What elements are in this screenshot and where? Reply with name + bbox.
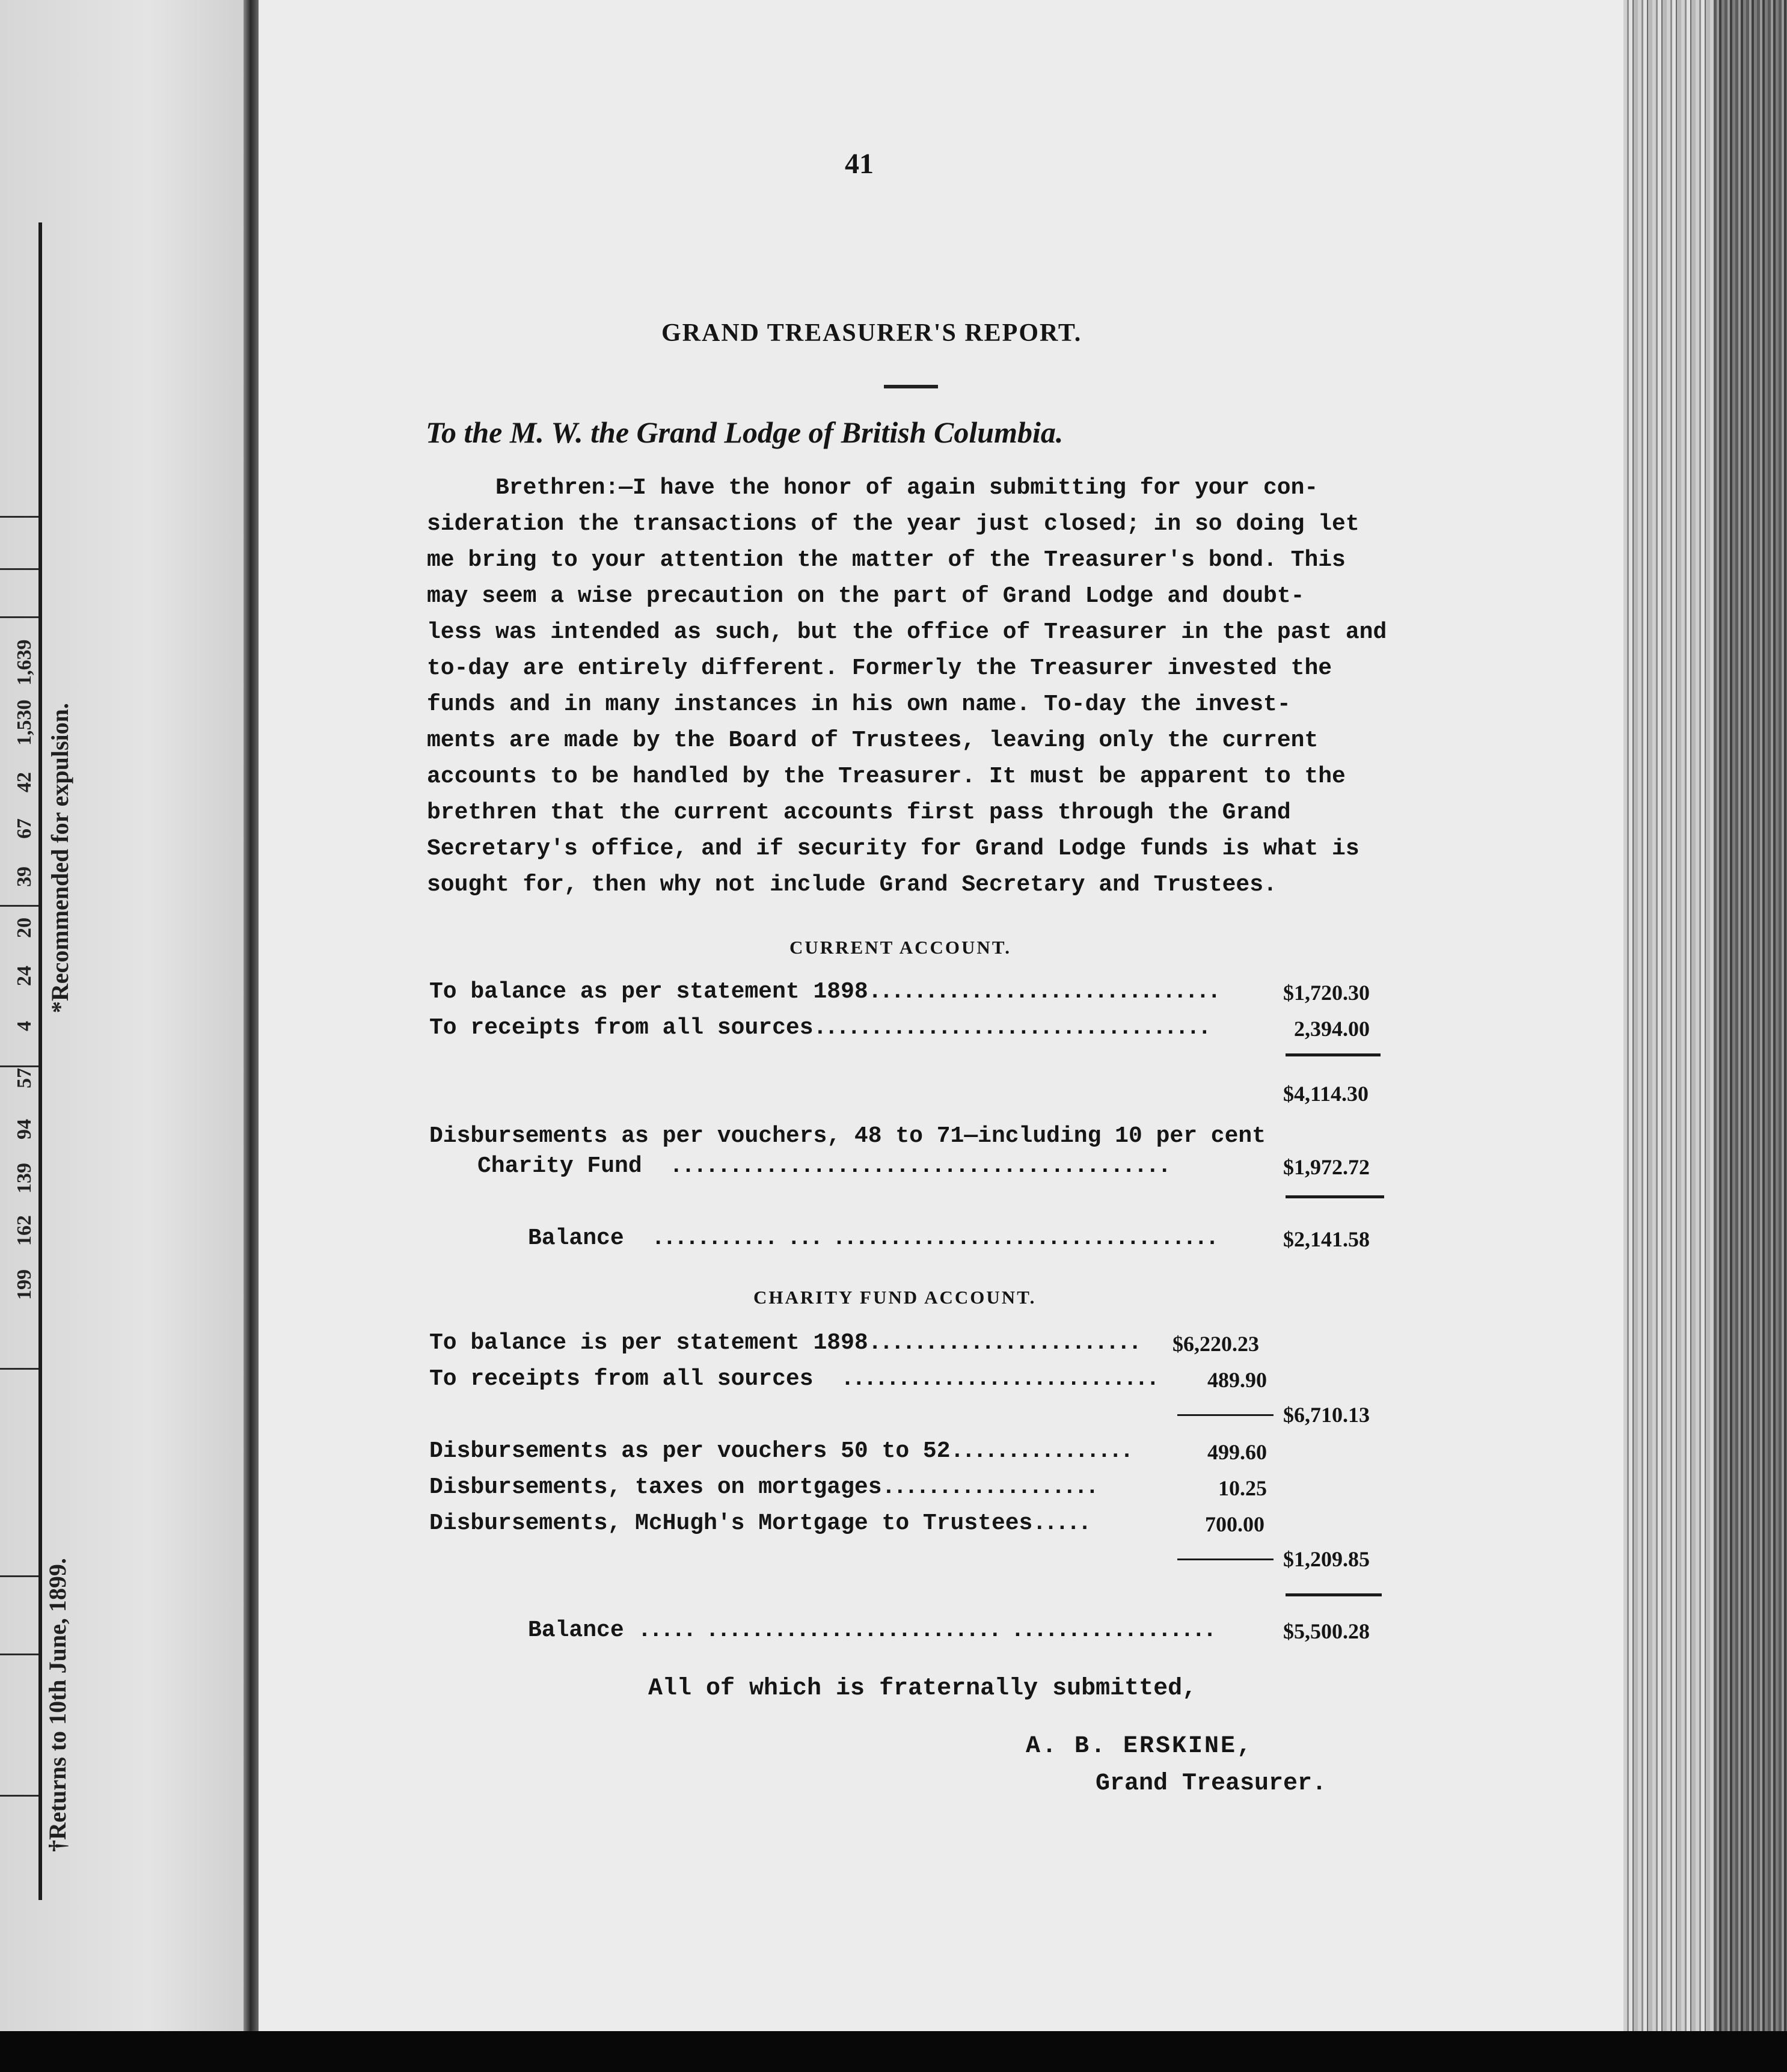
charity-account-heading: CHARITY FUND ACCOUNT. [753, 1287, 1037, 1308]
left-page-note-recommended: *Recommended for expulsion. [46, 703, 73, 1013]
left-page-row-rule [0, 616, 38, 618]
left-page-number: 67 [13, 818, 35, 839]
signature-title: Grand Treasurer. [1096, 1770, 1327, 1797]
left-page-number: 57 [13, 1068, 35, 1088]
charity-balance-rule [1286, 1593, 1382, 1596]
current-balance-amount: $1,720.30 [1283, 981, 1370, 1005]
charity-receipts-row [429, 1366, 1157, 1392]
current-balance-rule [1286, 1195, 1384, 1198]
charity-disb-total-amount: $1,209.85 [1283, 1547, 1370, 1571]
left-page-row-rule [0, 1065, 38, 1067]
left-page-number: 162 [13, 1215, 35, 1246]
body-line: to-day are entirely different. Formerly the Treasurer invested the [427, 655, 1332, 681]
left-page-number: 20 [13, 918, 35, 938]
charity-disb3-amount: 700.00 [1205, 1512, 1264, 1536]
charity-disb-total-rule [1177, 1559, 1274, 1560]
left-page-row-rule [0, 905, 38, 907]
book-gutter [244, 0, 259, 2072]
current-account-heading: CURRENT ACCOUNT. [789, 937, 1011, 958]
current-subtotal-amount: $4,114.30 [1283, 1082, 1369, 1106]
leader-dots: ..... .......................... .................. [637, 1617, 1215, 1643]
body-line: sought for, then why not include Grand Secretary and Trustees. [427, 872, 1277, 898]
salutation: To the M. W. the Grand Lodge of British Columbia. [426, 415, 1064, 449]
current-final-balance-row [528, 1225, 1216, 1251]
left-page [0, 0, 247, 2072]
body-line: may seem a wise precaution on the part of Grand Lodge and doubt- [427, 583, 1305, 609]
charity-disb1-label: Disbursements as per vouchers 50 to 52 [429, 1438, 951, 1464]
current-disbursements-label: Charity Fund [477, 1153, 642, 1179]
left-page-note-returns: †Returns to 10th June, 1899. [44, 1558, 71, 1852]
left-page-number: 4 [13, 1021, 35, 1031]
current-receipts-label: To receipts from all sources [429, 1015, 814, 1041]
charity-disb2-amount: 10.25 [1218, 1476, 1267, 1500]
current-disbursements-row [477, 1153, 1169, 1179]
charity-receipts-label: To receipts from all sources [429, 1366, 814, 1392]
body-line: Brethren:—I have the honor of again submitting for your con- [495, 475, 1319, 501]
current-receipts-amount: 2,394.00 [1294, 1017, 1370, 1041]
leader-dots: ................................... [813, 1015, 1209, 1041]
current-disbursements-line1: Disbursements as per vouchers, 48 to 71—including 10 per cent [429, 1123, 1266, 1149]
left-page-row-rule [0, 1654, 38, 1655]
left-page-number: 1,530 [13, 699, 35, 746]
leader-dots: ............................ [841, 1366, 1157, 1392]
body-line: sideration the transactions of the year just closed; in so doing let [427, 511, 1359, 537]
book-fore-edge [1623, 0, 1787, 2072]
current-subtotal-rule [1286, 1053, 1381, 1056]
left-page-row-rule [0, 568, 38, 570]
charity-final-balance-amount: $5,500.28 [1283, 1619, 1370, 1643]
left-page-row-rule [0, 1795, 38, 1797]
charity-balance-amount: $6,220.23 [1172, 1332, 1259, 1356]
left-page-number: 199 [13, 1269, 35, 1300]
charity-disb3-row [429, 1510, 1089, 1536]
left-page-number: 39 [13, 866, 35, 887]
left-page-border [38, 222, 42, 1900]
charity-balance-row [429, 1330, 1139, 1356]
current-balance-label: To balance as per statement 1898 [429, 979, 868, 1005]
body-line: funds and in many instances in his own name. To-day the invest- [427, 691, 1291, 717]
charity-receipts-amount: 489.90 [1207, 1368, 1267, 1392]
charity-final-balance-row [528, 1617, 1214, 1643]
leader-dots: ........... ... .................................. [651, 1225, 1217, 1251]
closing-line: All of which is fraternally submitted, [648, 1675, 1197, 1702]
title-divider [884, 385, 938, 388]
leader-dots: ........................ [868, 1330, 1140, 1356]
current-final-balance-label: Balance [528, 1225, 624, 1251]
charity-subtotal-rule [1177, 1414, 1274, 1416]
charity-subtotal-amount: $6,710.13 [1283, 1403, 1370, 1427]
charity-disb3-label: Disbursements, McHugh's Mortgage to Trustees [429, 1510, 1033, 1536]
charity-disb2-row [429, 1474, 1097, 1500]
charity-balance-label: To balance is per statement 1898 [429, 1330, 868, 1356]
current-receipts-row [429, 1015, 1209, 1041]
leader-dots: ............................... [868, 979, 1219, 1005]
left-page-number: 94 [13, 1119, 35, 1139]
left-page-row-rule [0, 516, 38, 518]
leader-dots: ................ [950, 1438, 1132, 1464]
charity-disb2-label: Disbursements, taxes on mortgages [429, 1474, 882, 1500]
leader-dots: .......................................... [669, 1153, 1170, 1179]
left-page-row-rule [0, 1368, 38, 1370]
body-line: me bring to your attention the matter of the Treasurer's bond. This [427, 547, 1346, 573]
charity-final-balance-label: Balance [528, 1617, 624, 1643]
body-line: accounts to be handled by the Treasurer. It must be apparent to the [427, 764, 1346, 789]
left-page-row-rule [0, 1575, 38, 1577]
page-number: 41 [845, 148, 874, 180]
left-page-number: 1,639 [13, 639, 35, 685]
left-page-number: 139 [13, 1163, 35, 1194]
current-balance-row [429, 979, 1219, 1005]
scan-bottom-edge [0, 2031, 1787, 2072]
body-line: less was intended as such, but the office of Treasurer in the past and [427, 619, 1387, 645]
body-line: brethren that the current accounts first pass through the Grand [427, 800, 1291, 826]
signature-name: A. B. ERSKINE, [1026, 1733, 1254, 1760]
leader-dots: ................... [881, 1474, 1097, 1500]
charity-disb1-amount: 499.60 [1207, 1440, 1267, 1464]
body-line: Secretary's office, and if security for Grand Lodge funds is what is [427, 836, 1359, 862]
leader-dots: ..... [1032, 1510, 1090, 1536]
report-title: GRAND TREASURER'S REPORT. [661, 319, 1082, 347]
left-page-number: 24 [13, 966, 35, 986]
body-line: ments are made by the Board of Trustees, leaving only the current [427, 728, 1319, 753]
left-page-number: 42 [13, 772, 35, 792]
current-disbursements-amount: $1,972.72 [1283, 1155, 1370, 1179]
charity-disb1-row [429, 1438, 1131, 1464]
current-final-balance-amount: $2,141.58 [1283, 1227, 1370, 1251]
